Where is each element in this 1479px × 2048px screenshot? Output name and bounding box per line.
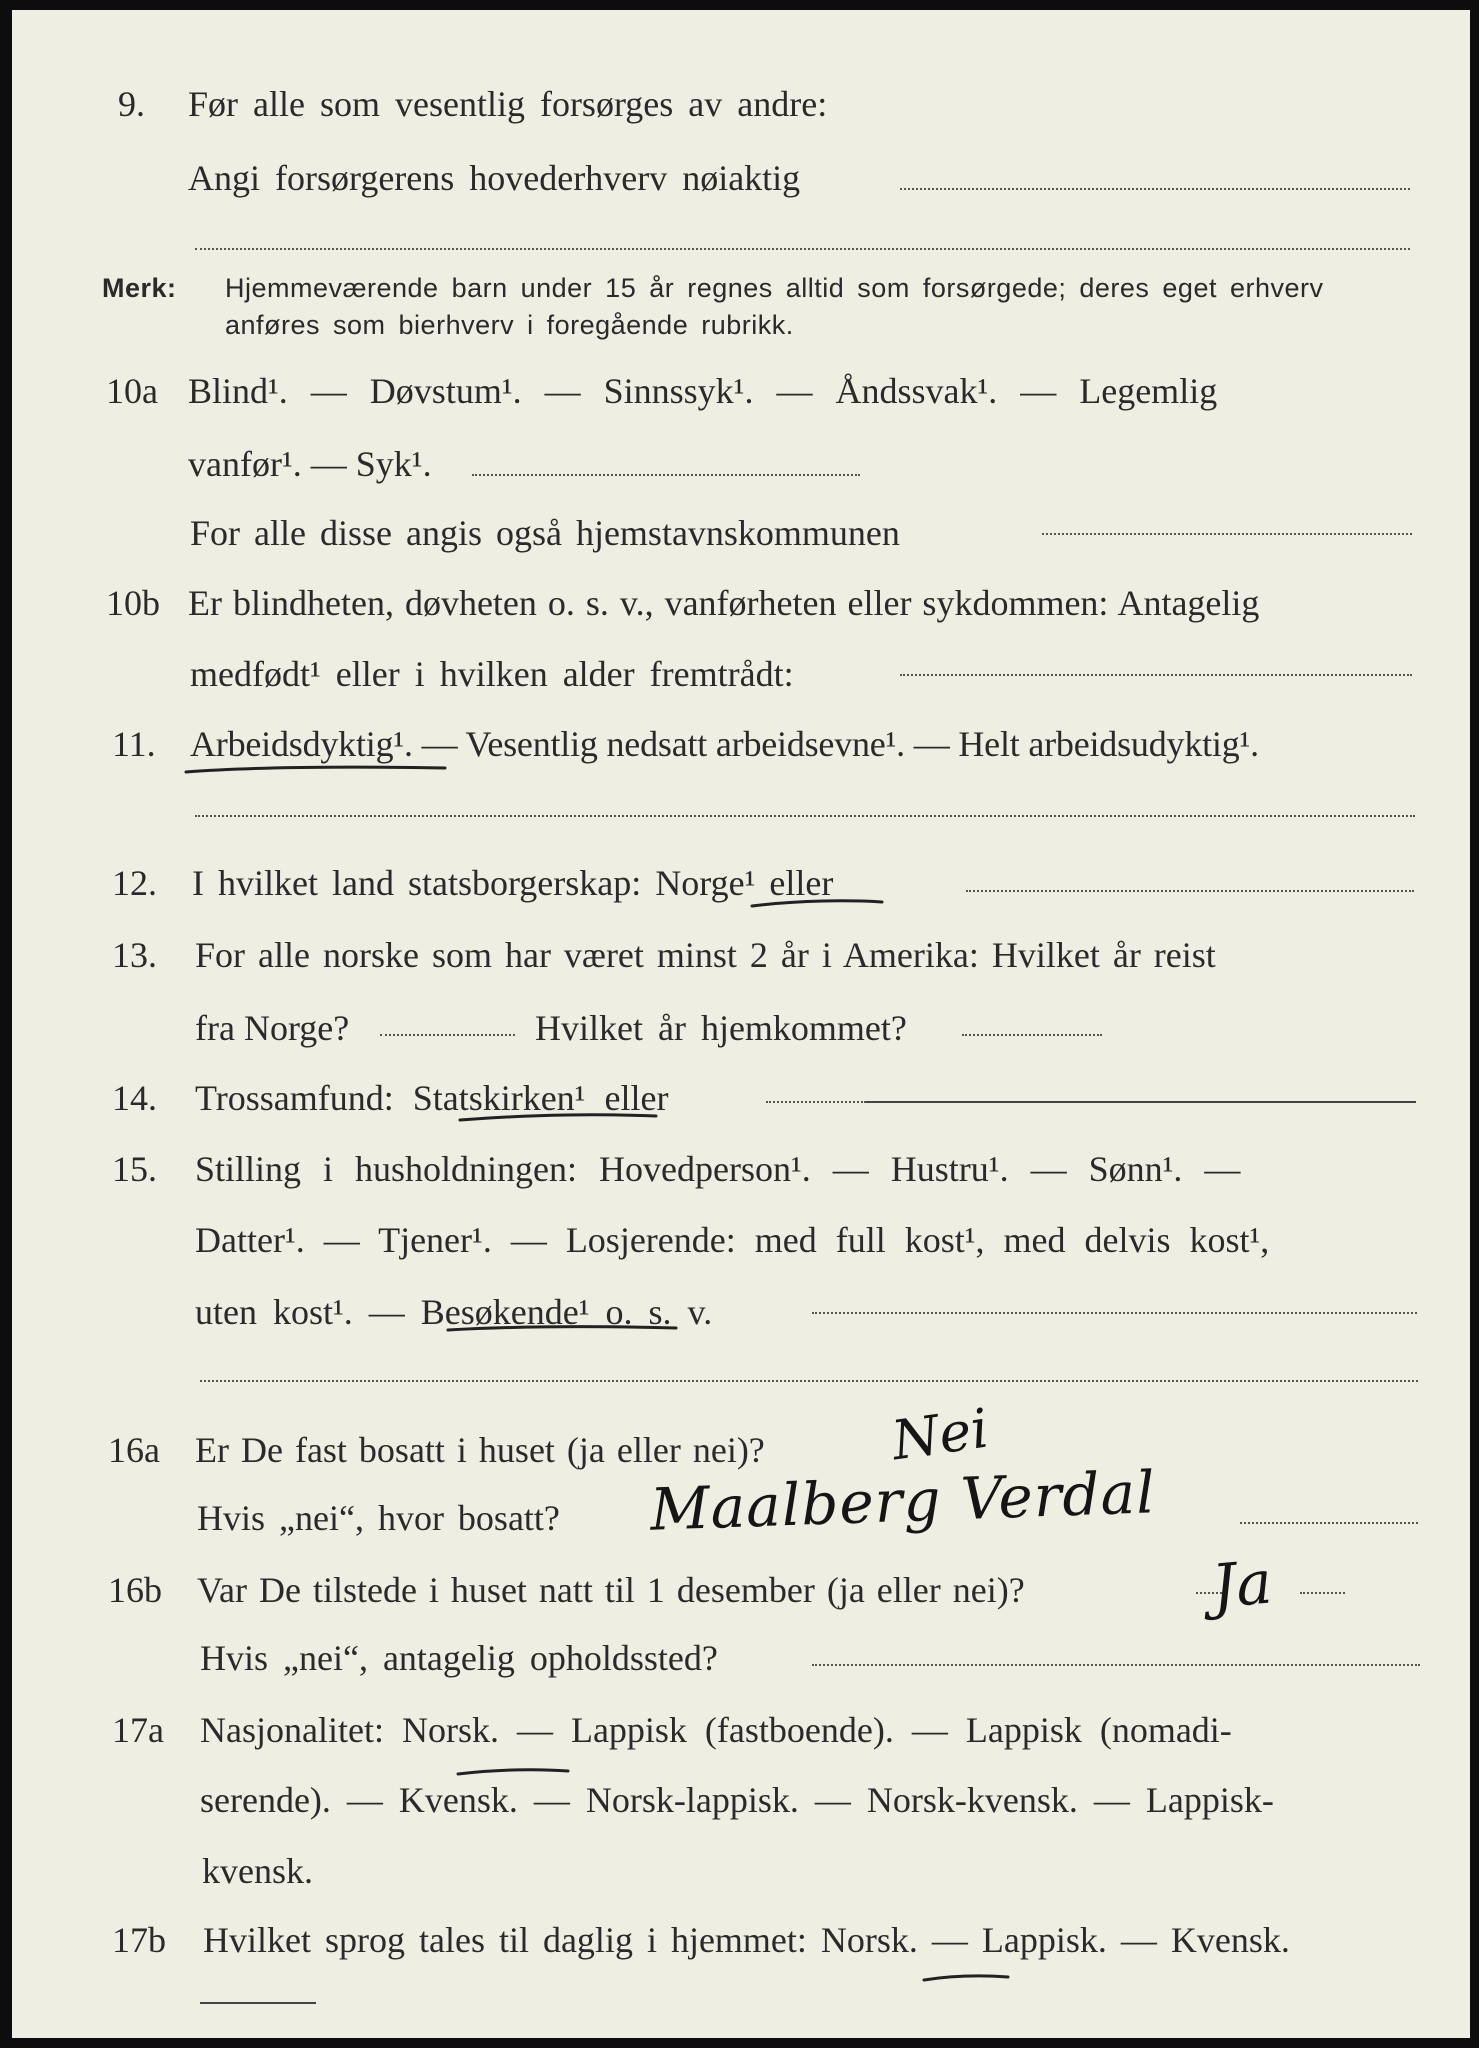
question-16a-number: 16a	[108, 1430, 160, 1470]
question-16a-text-2: Hvis „nei“, hvor bosatt?	[197, 1498, 560, 1538]
question-11-number: 11.	[112, 724, 156, 764]
question-10b-number: 10b	[106, 583, 160, 623]
question-12-text: I hvilket land statsborgerskap: Norge¹ eller	[192, 863, 834, 903]
note-label: Merk:	[102, 273, 177, 303]
question-11-text: Arbeidsdyktig¹. — Vesentlig nedsatt arbeidsevne¹. — Helt arbeidsudyktig¹.	[190, 724, 1259, 764]
question-9-subtext: Angi forsørgerens hovederhverv nøiaktig	[188, 158, 801, 198]
question-17b-text: Hvilket sprog tales til daglig i hjemmet: Norsk. — Lappisk. — Kvensk.	[203, 1920, 1290, 1960]
question-17a-number: 17a	[112, 1710, 164, 1750]
question-15-number: 15.	[112, 1149, 157, 1189]
underline-norge	[752, 901, 882, 906]
question-13-text: For alle norske som har været minst 2 år i Amerika: Hvilket år reist	[195, 935, 1216, 975]
question-12-number: 12.	[112, 863, 157, 903]
note-text-line-1: Hjemmeværende barn under 15 år regnes alltid som forsørgede; deres eget erhverv	[225, 273, 1324, 303]
underline-besokende	[448, 1327, 676, 1330]
question-15-text: Stilling i husholdningen: Hovedperson¹. — Hustru¹. — Sønn¹. —	[195, 1149, 1241, 1189]
question-10a-text: Blind¹. — Døvstum¹. — Sinnssyk¹. — Åndssvak¹. — Legemlig	[188, 371, 1218, 411]
question-16b-handwritten-answer: Ja	[1209, 1547, 1275, 1623]
underline-statskirken	[460, 1115, 656, 1120]
underline-arbeidsdyktig	[186, 767, 445, 772]
question-16a-text: Er De fast bosatt i huset (ja eller nei)?	[195, 1430, 765, 1470]
question-14-text: Trossamfund: Statskirken¹ eller	[195, 1078, 669, 1118]
question-17b-number: 17b	[112, 1920, 166, 1960]
question-13-number: 13.	[112, 935, 157, 975]
question-13-text-2b: Hvilket år hjemkommet?	[535, 1008, 907, 1048]
question-9-text: Før alle som vesentlig forsørges av andre:	[188, 84, 828, 124]
question-10a-text-3: For alle disse angis også hjemstavnskommunen	[190, 513, 900, 553]
question-9-number: 9.	[118, 84, 145, 124]
question-16a-handwritten-answer: Nei	[888, 1396, 993, 1473]
question-16b-text-2: Hvis „nei“, antagelig opholdssted?	[200, 1638, 718, 1678]
question-10a-number: 10a	[106, 371, 158, 411]
question-15-text-2: Datter¹. — Tjener¹. — Losjerende: med full kost¹, med delvis kost¹,	[195, 1220, 1270, 1260]
question-16b-number: 16b	[108, 1570, 162, 1610]
question-17a-text-3: kvensk.	[202, 1851, 313, 1891]
question-10a-text-2: vanfør¹. — Syk¹.	[188, 444, 432, 484]
question-16b-text: Var De tilstede i huset natt til 1 desember (ja eller nei)?	[197, 1570, 1025, 1610]
note-text-line-2: anføres som bierhverv i foregående rubrikk.	[225, 310, 794, 340]
underline-norsk-17b	[924, 1976, 1008, 1980]
question-10b-text-2: medfødt¹ eller i hvilken alder fremtrådt:	[190, 654, 794, 694]
question-15-text-3: uten kost¹. — Besøkende¹ o. s. v.	[195, 1292, 713, 1332]
question-16a-handwritten-residence: Maalberg Verdal	[648, 1458, 1157, 1544]
question-10b-text: Er blindheten, døvheten o. s. v., vanførheten eller sykdommen: Antagelig	[188, 583, 1260, 623]
question-17a-text-2: serende). — Kvensk. — Norsk-lappisk. — Norsk-kvensk. — Lappisk-	[200, 1780, 1274, 1820]
underline-norsk-17a	[458, 1770, 568, 1774]
question-14-number: 14.	[112, 1078, 157, 1118]
question-17a-text: Nasjonalitet: Norsk. — Lappisk (fastboende). — Lappisk (nomadi-	[200, 1710, 1232, 1750]
question-13-text-2a: fra Norge?	[195, 1008, 350, 1048]
